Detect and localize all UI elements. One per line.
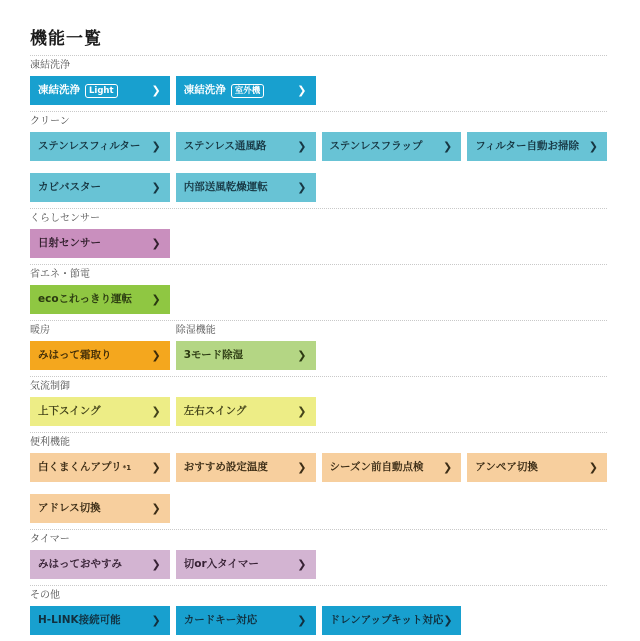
section-convenient-functions — [30, 432, 607, 529]
chevron-right-icon: ❯ — [443, 614, 453, 627]
feature-button-label: ドレンアップキット対応 — [329, 614, 444, 626]
feature-button-preseason-check[interactable] — [322, 453, 462, 482]
section-living-sensor — [30, 208, 607, 264]
feature-button-label: 3モード除湿 — [183, 349, 244, 361]
button-grid — [30, 341, 607, 370]
feature-button-horizontal-swing[interactable] — [176, 397, 316, 426]
feature-button-mold-buster[interactable] — [30, 173, 170, 202]
feature-button-label: 内部送風乾燥運転 — [183, 181, 268, 193]
chevron-right-icon: ❯ — [297, 84, 307, 97]
footnote-marker: *1 — [122, 463, 132, 472]
section-heating-dehumidify — [30, 320, 607, 376]
feature-button-label: アドレス切換 — [38, 502, 101, 514]
feature-button-mihatte-defrost[interactable] — [30, 341, 170, 370]
feature-button-label: みはって霜取り — [38, 349, 112, 361]
chevron-right-icon: ❯ — [297, 614, 307, 627]
feature-button-label: 凍結洗浄 — [183, 84, 226, 96]
feature-button-label: 白くまくんアプリ — [38, 461, 122, 473]
chevron-right-icon: ❯ — [297, 140, 307, 153]
chevron-right-icon: ❯ — [151, 84, 161, 97]
feature-button-label: カビバスター — [38, 181, 101, 193]
section-airflow-control — [30, 376, 607, 432]
chevron-right-icon: ❯ — [151, 349, 161, 362]
dual-heading-row — [30, 325, 607, 341]
button-grid — [30, 285, 607, 314]
button-grid — [30, 606, 607, 635]
section-others — [30, 585, 607, 641]
feature-button-label: 切or入タイマー — [183, 558, 259, 570]
feature-button-label: 日射センサー — [38, 237, 101, 249]
chevron-right-icon: ❯ — [297, 349, 307, 362]
feature-button-label: ステンレス通風路 — [183, 140, 267, 152]
feature-button-stainless-filter[interactable] — [30, 132, 170, 161]
section-heading-others: その他 — [30, 590, 60, 601]
feature-button-label: みはっておやすみ — [38, 558, 122, 570]
feature-button-hlink[interactable] — [30, 606, 170, 635]
chevron-right-icon: ❯ — [151, 181, 161, 194]
chevron-right-icon: ❯ — [151, 558, 161, 571]
chevron-right-icon: ❯ — [151, 405, 161, 418]
feature-button-label: 左右スイング — [183, 405, 247, 417]
chevron-right-icon: ❯ — [297, 181, 307, 194]
feature-button-label: ステンレスフィルター — [38, 140, 141, 152]
feature-button-label: アンペア切換 — [475, 461, 538, 473]
feature-button-freeze-clean-outdoor[interactable] — [176, 76, 316, 105]
feature-button-label: ecoこれっきり運転 — [38, 293, 133, 305]
button-grid — [30, 229, 607, 258]
section-heading-dehumidify: 除湿機能 — [175, 325, 216, 336]
section-heading-living-sensor: くらしセンサー — [30, 213, 100, 224]
chevron-right-icon: ❯ — [151, 140, 161, 153]
feature-button-label: カードキー対応 — [183, 614, 258, 626]
chevron-right-icon: ❯ — [297, 405, 307, 418]
chevron-right-icon: ❯ — [151, 461, 161, 474]
section-heading-clean: クリーン — [30, 116, 70, 127]
feature-button-label: 上下スイング — [38, 405, 101, 417]
section-clean — [30, 111, 607, 208]
chevron-right-icon: ❯ — [297, 461, 307, 474]
feature-button-internal-dry[interactable] — [176, 173, 316, 202]
feature-button-label: ステンレスフラップ — [329, 140, 423, 152]
chevron-right-icon: ❯ — [588, 140, 598, 153]
button-grid — [30, 76, 607, 105]
feature-button-label: 凍結洗浄 — [38, 84, 80, 96]
section-heading-convenient-functions: 便利機能 — [30, 437, 70, 448]
feature-button-solar-sensor[interactable] — [30, 229, 170, 258]
feature-button-label: H-LINK接続可能 — [38, 614, 121, 626]
chevron-right-icon: ❯ — [151, 293, 161, 306]
feature-button-stainless-duct[interactable] — [176, 132, 316, 161]
feature-button-recommended-temp[interactable] — [176, 453, 316, 482]
chevron-right-icon: ❯ — [151, 614, 161, 627]
chevron-right-icon: ❯ — [151, 237, 161, 250]
section-heading-heating: 暖房 — [30, 325, 50, 336]
feature-button-label: シーズン前自動点検 — [329, 461, 424, 473]
feature-button-stainless-flap[interactable] — [322, 132, 462, 161]
feature-button-label: フィルター自動お掃除 — [475, 140, 579, 152]
section-heading-freeze-clean: 凍結洗浄 — [30, 60, 70, 71]
section-heading-timer: タイマー — [30, 534, 70, 545]
button-grid — [30, 397, 607, 426]
feature-button-filter-auto-clean[interactable] — [467, 132, 607, 161]
section-timer — [30, 529, 607, 585]
section-heading-airflow-control: 気流制御 — [30, 381, 70, 392]
chevron-right-icon: ❯ — [588, 461, 598, 474]
feature-button-label: おすすめ設定温度 — [183, 461, 268, 473]
button-grid — [30, 132, 607, 202]
chevron-right-icon: ❯ — [443, 140, 453, 153]
feature-button-shirokuma-app[interactable] — [30, 453, 170, 482]
feature-button-vertical-swing[interactable] — [30, 397, 170, 426]
feature-button-tag: 室外機 — [231, 84, 265, 98]
section-freeze-clean — [30, 55, 607, 111]
feature-button-mihatte-oyasumi[interactable] — [30, 550, 170, 579]
page-title: 機能一覧 — [30, 29, 102, 49]
section-energy-saving — [30, 264, 607, 320]
feature-button-drainup-kit[interactable] — [322, 606, 462, 635]
section-heading-energy-saving: 省エネ・節電 — [30, 269, 90, 280]
chevron-right-icon: ❯ — [151, 502, 161, 515]
button-grid — [30, 550, 607, 579]
feature-button-tag: Light — [85, 84, 118, 98]
feature-button-ampere-switch[interactable] — [467, 453, 607, 482]
chevron-right-icon: ❯ — [443, 461, 453, 474]
feature-button-address-switch[interactable] — [30, 494, 170, 523]
feature-button-freeze-clean-light[interactable] — [30, 76, 170, 105]
feature-button-3mode-dehumidify[interactable] — [176, 341, 316, 370]
feature-button-on-off-timer[interactable] — [176, 550, 316, 579]
chevron-right-icon: ❯ — [297, 558, 307, 571]
feature-button-eco-korekkiri[interactable] — [30, 285, 170, 314]
button-grid — [30, 453, 607, 523]
feature-button-cardkey[interactable] — [176, 606, 316, 635]
